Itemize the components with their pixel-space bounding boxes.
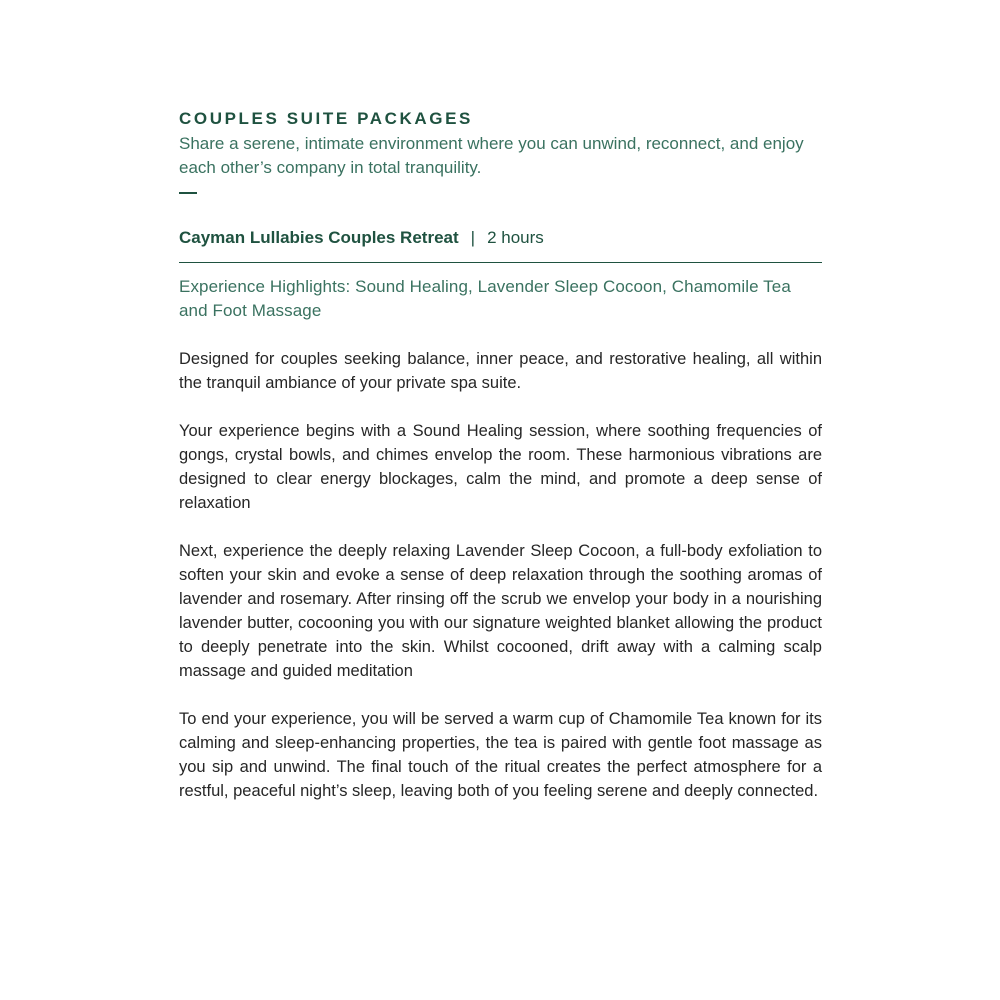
- section-subtitle: Share a serene, intimate environment where you can unwind, reconnect, and enjoy each other’s company in total tranquility.: [179, 134, 804, 177]
- package-duration: 2 hours: [487, 228, 544, 247]
- title-underline-divider: [179, 192, 197, 194]
- package-name: Cayman Lullabies Couples Retreat: [179, 228, 459, 247]
- document-page: [179, 108, 822, 803]
- package-separator: |: [470, 228, 476, 247]
- description-paragraph-sound-healing: Your experience begins with a Sound Healing session, where soothing frequencies of gongs, crystal bowls, and chimes envelop the room. These harmonious vibrations are designed to clear energy blockages, calm the mind, and promote a deep sense of relaxation: [179, 422, 822, 512]
- description-paragraph-chamomile-tea: To end your experience, you will be served a warm cup of Chamomile Tea known for its calming and sleep-enhancing properties, the tea is paired with gentle foot massage as you sip and unwind. The final touch of the ritual creates the perfect atmosphere for a restful, peaceful night’s sleep, leaving both of you feeling serene and deeply connected.: [179, 710, 822, 800]
- experience-highlights: Experience Highlights: Sound Healing, Lavender Sleep Cocoon, Chamomile Tea and Foot Massage: [179, 277, 791, 320]
- description-paragraph-intro: Designed for couples seeking balance, inner peace, and restorative healing, all within the tranquil ambiance of your private spa suite.: [179, 350, 822, 392]
- description-paragraph-sleep-cocoon: Next, experience the deeply relaxing Lavender Sleep Cocoon, a full-body exfoliation to soften your skin and evoke a sense of deep relaxation through the soothing aromas of lavender and rosemary. After rinsing off the scrub we envelop your body in a nourishing lavender butter, cocooning you with our signature weighted blanket allowing the product to deeply penetrate into the skin. Whilst cocooned, drift away with a calming scalp massage and guided meditation: [179, 542, 822, 680]
- section-title: COUPLES SUITE PACKAGES: [179, 109, 473, 128]
- package-heading: [179, 226, 822, 263]
